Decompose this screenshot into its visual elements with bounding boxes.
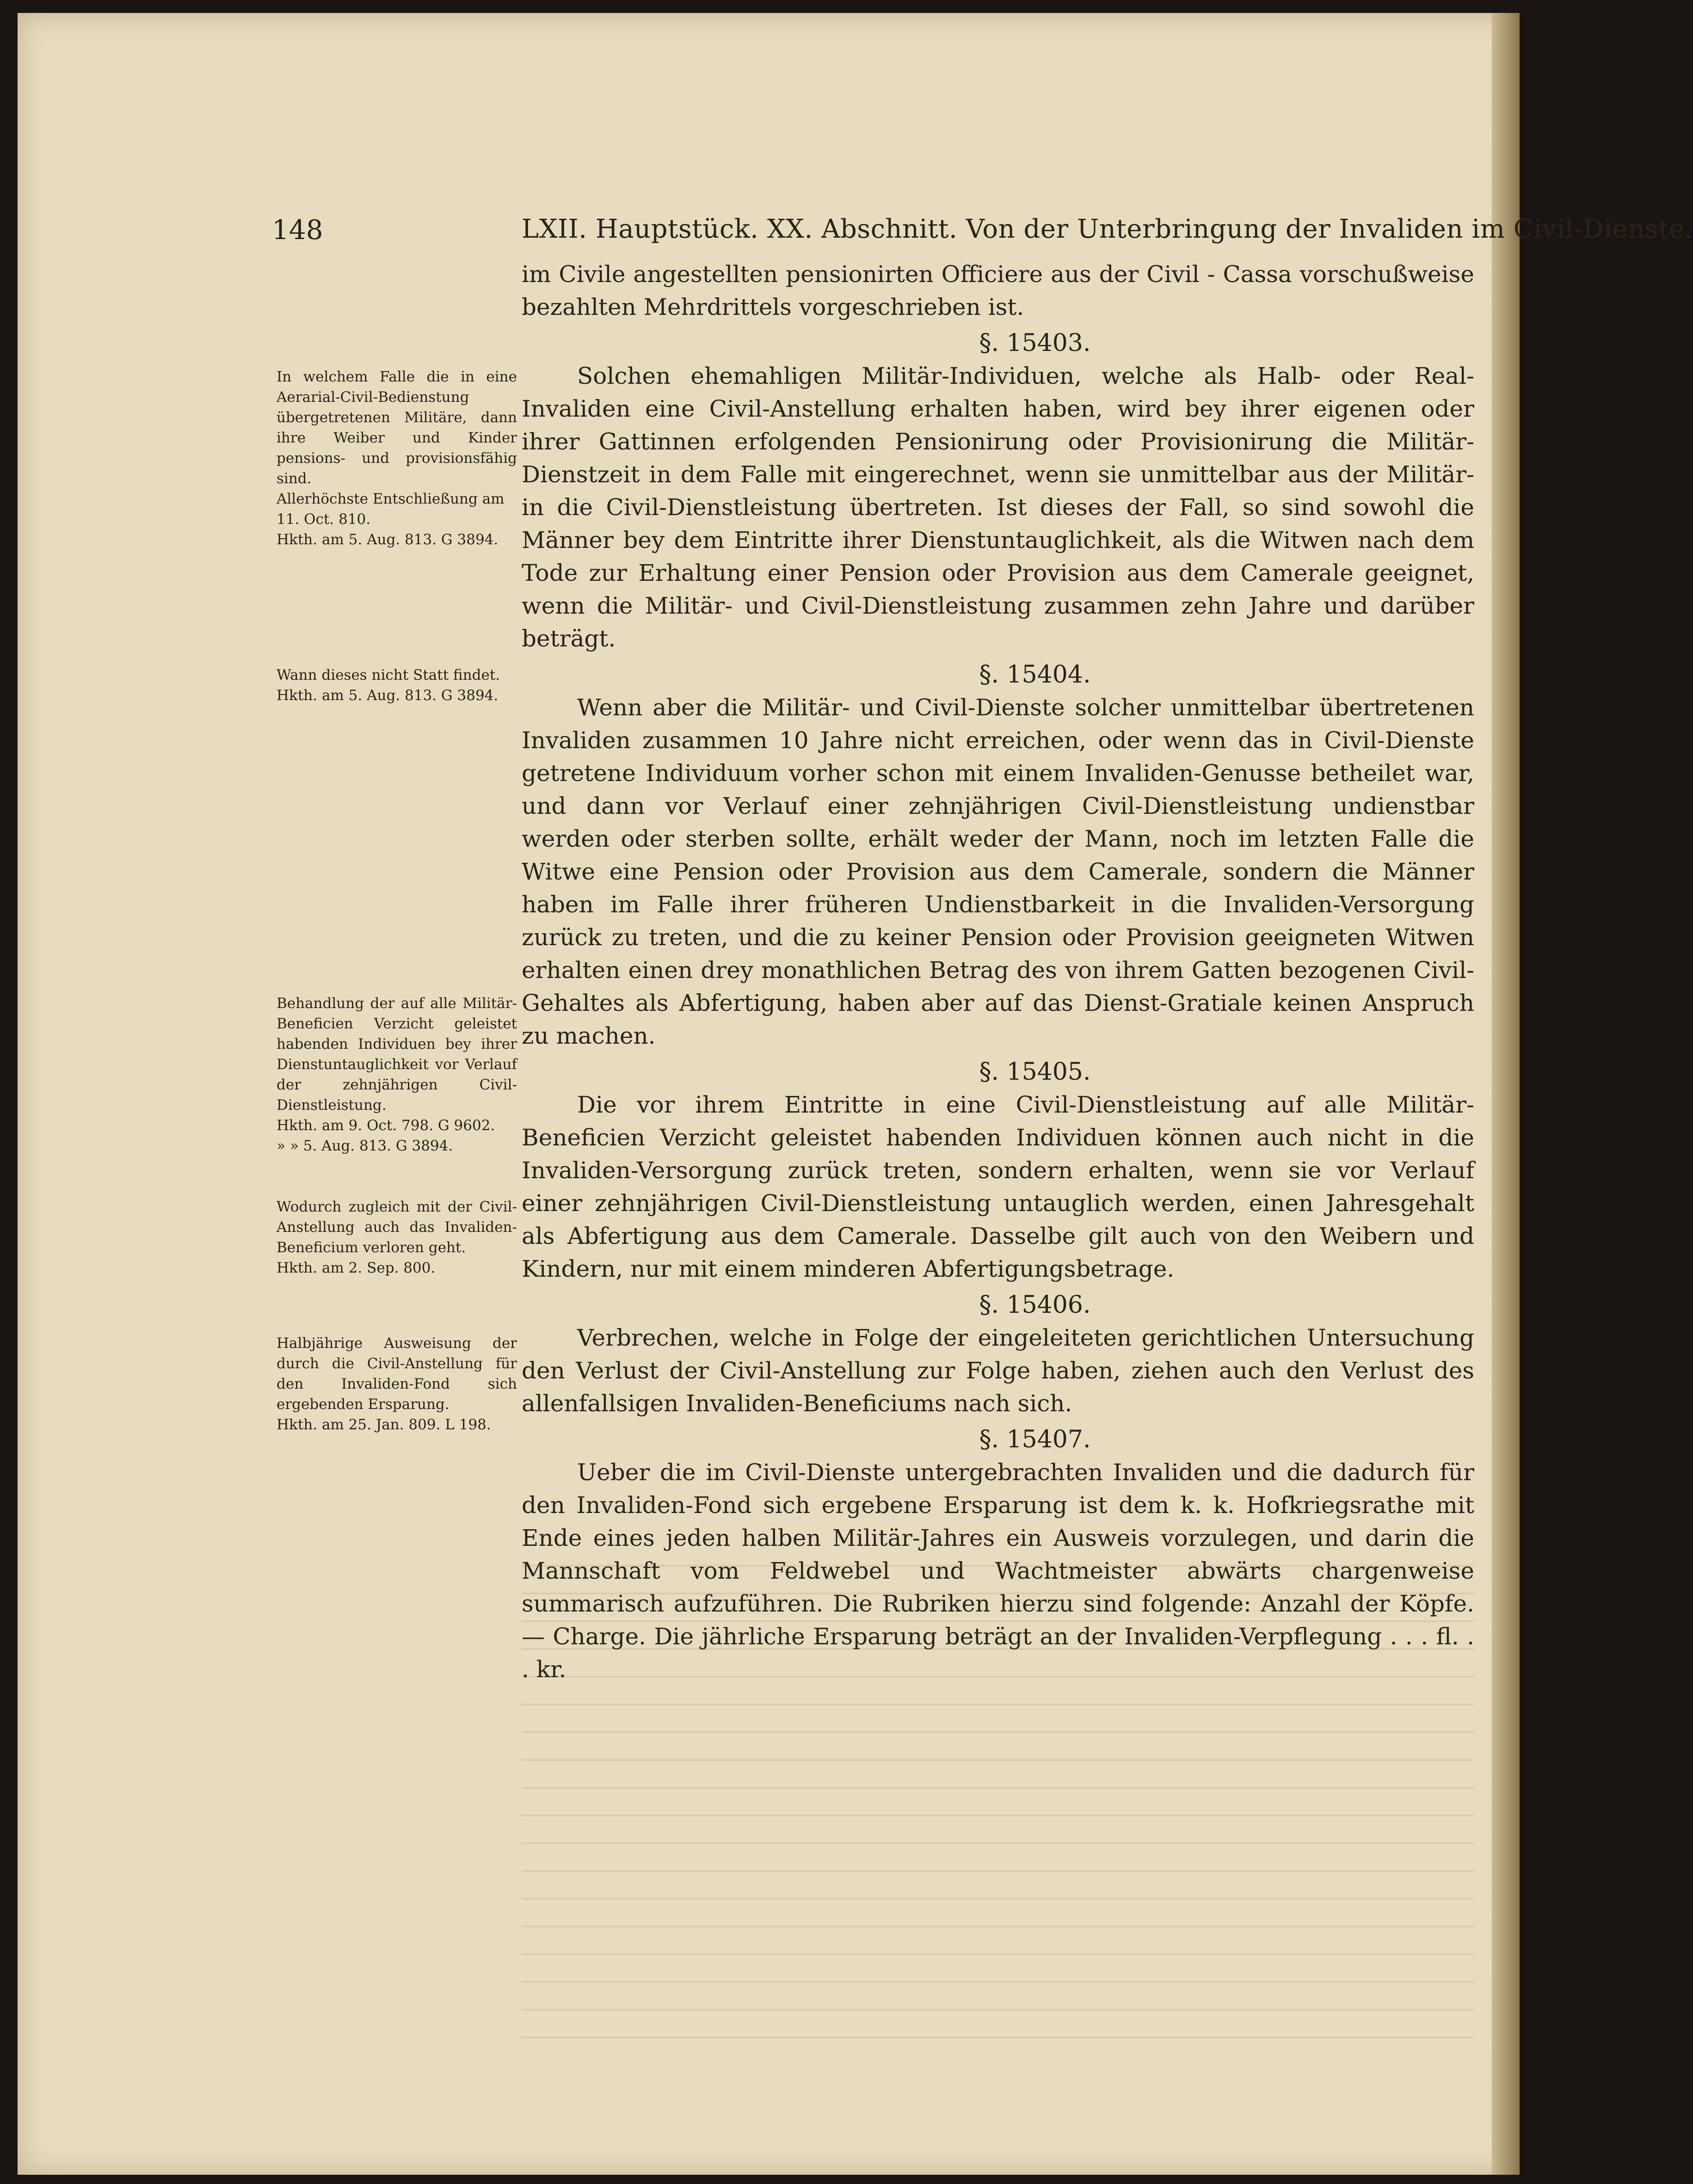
section-paragraph: Wenn aber die Militär- und Civil-Dienste solcher unmittelbar übertretenen Invaliden zusammen 10 Jahre nicht erreichen, oder wenn das in Civil-Dienste getretene Individuum vorher schon mit einem Invaliden-Genusse betheilet war, und dann vor Verlauf einer zehnjährigen Civil-Dienstleistung undienstbar werden oder sterben sollte, erhält weder der Mann, noch im letzten Falle die Witwe eine Pension oder Provision aus dem Camerale, sondern die Männer haben im Falle ihrer früheren Undienstbarkeit in die Invaliden-Versorgung zurück zu treten, und die zu keiner Pension oder Provision geeigneten Witwen erhalten einen drey monathlichen Betrag des von ihrem Gatten bezogenen Civil-Gehaltes als Abfertigung, haben aber auf das Dienst-Gratiale keinen Anspruch zu machen.	[522, 694, 1474, 1049]
book-spine-edge	[1492, 13, 1520, 2175]
margin-note-text: Halbjährige Ausweisung der durch die Civil-Anstellung für den Invaliden-Fond sich ergebenden Ersparung.	[277, 1335, 517, 1413]
margin-note-reference: Hkth. am 2. Sep. 800.	[277, 1260, 436, 1276]
section-paragraph: Verbrechen, welche in Folge der eingeleiteten gerichtlichen Untersuchung den Verlust der Civil-Anstellung zur Folge haben, ziehen auch den Verlust des allenfallsigen Invaliden-Beneficiums nach sich.	[522, 1324, 1474, 1417]
section-paragraph: Die vor ihrem Eintritte in eine Civil-Dienstleistung auf alle Militär-Beneficien Verzicht geleistet habenden Individuen können auch nicht in die Invaliden-Versorgung zurück treten, sondern erhalten, wenn sie vor Verlauf einer zehnjährigen Civil-Dienstleistung untauglich werden, einen Jahresgehalt als Abfertigung aus dem Camerale. Dasselbe gilt auch von den Weibern und Kindern, nur mit einem minderen Abfertigungsbetrage.	[522, 1091, 1474, 1282]
margin-note	[277, 367, 517, 550]
section-paragraph: Ueber die im Civil-Dienste untergebrachten Invaliden und die dadurch für den Invaliden-Fond sich ergebene Ersparung ist dem k. k. Hofkriegsrathe mit Ende eines jeden halben Militär-Jahres ein Ausweis vorzulegen, und darin die Mannschaft vom Feldwebel und Wachtmeister abwärts chargenweise summarisch aufzuführen. Die Rubriken hierzu sind folgende: Anzahl der Köpfe. — Charge. Die jährliche Ersparung beträgt an der Invaliden-Verpflegung . . . fl. . . kr.	[522, 1459, 1474, 1683]
intro-paragraph: im Civile angestellten pensionirten Officiere aus der Civil - Cassa vorschußweise bezahlten Mehrdrittels vorgeschrieben ist.	[522, 261, 1474, 320]
margin-note-reference: » » 5. Aug. 813. G 3894.	[277, 1138, 453, 1154]
margin-note-reference: Hkth. am 5. Aug. 813. G 3894.	[277, 687, 499, 704]
section-number: §. 15403.	[979, 329, 1091, 357]
section-paragraph: Solchen ehemahligen Militär-Individuen, welche als Halb- oder Real-Invaliden eine Civil-Anstellung erhalten haben, wird bey ihrer eigenen oder ihrer Gattinnen erfolgenden Pensionirung oder Provisionirung die Militär-Dienstzeit in dem Falle mit eingerechnet, wenn sie unmittelbar aus der Militär- in die Civil-Dienstleistung übertreten. Ist dieses der Fall, so sind sowohl die Männer bey dem Eintritte ihrer Dienstuntauglichkeit, als die Witwen nach dem Tode zur Erhaltung einer Pension oder Provision aus dem Camerale geeignet, wenn die Militär- und Civil-Dienstleistung zusammen zehn Jahre und darüber beträgt.	[522, 363, 1474, 652]
section-number: §. 15405.	[979, 1058, 1091, 1086]
margin-note-text: Behandlung der auf alle Militär-Beneficien Verzicht geleistet habenden Individuen bey ihrer Dienstuntauglichkeit vor Verlauf der zehnjährigen Civil-Dienstleistung.	[277, 995, 517, 1114]
margin-note-text: Wodurch zugleich mit der Civil-Anstellung auch das Invaliden-Beneficium verloren geht.	[277, 1199, 517, 1256]
margin-note-reference: Allerhöchste Entschließung am 11. Oct. 810.	[277, 491, 505, 528]
margin-note	[277, 1197, 517, 1278]
bleed-through-texture	[522, 1539, 1474, 2048]
section-number: §. 15406.	[979, 1291, 1091, 1319]
margin-note	[277, 665, 517, 706]
page-number: 148	[272, 214, 323, 246]
page	[18, 13, 1693, 2175]
margin-note	[277, 993, 517, 1156]
margin-note-text: In welchem Falle die in eine Aerarial-Civil-Bedienstung übergetretenen Militäre, dann ihre Weiber und Kinder pensions- und provisionsfähig sind.	[277, 369, 517, 487]
margin-note	[277, 1333, 517, 1435]
margin-note-reference: Hkth. am 9. Oct. 798. G 9602.	[277, 1117, 495, 1134]
margin-note-text: Wann dieses nicht Statt findet.	[277, 667, 500, 683]
section-number: §. 15404.	[979, 661, 1091, 689]
section-number: §. 15407.	[979, 1426, 1091, 1453]
margin-note-reference: Hkth. am 25. Jan. 809. L 198.	[277, 1416, 491, 1433]
page-header	[18, 205, 1693, 256]
main-text	[522, 258, 1474, 1686]
margin-note-reference: Hkth. am 5. Aug. 813. G 3894.	[277, 531, 499, 548]
running-head: LXII. Hauptstück. XX. Abschnitt. Von der Unterbringung der Invaliden im Civil-Dienste.	[522, 214, 1693, 244]
